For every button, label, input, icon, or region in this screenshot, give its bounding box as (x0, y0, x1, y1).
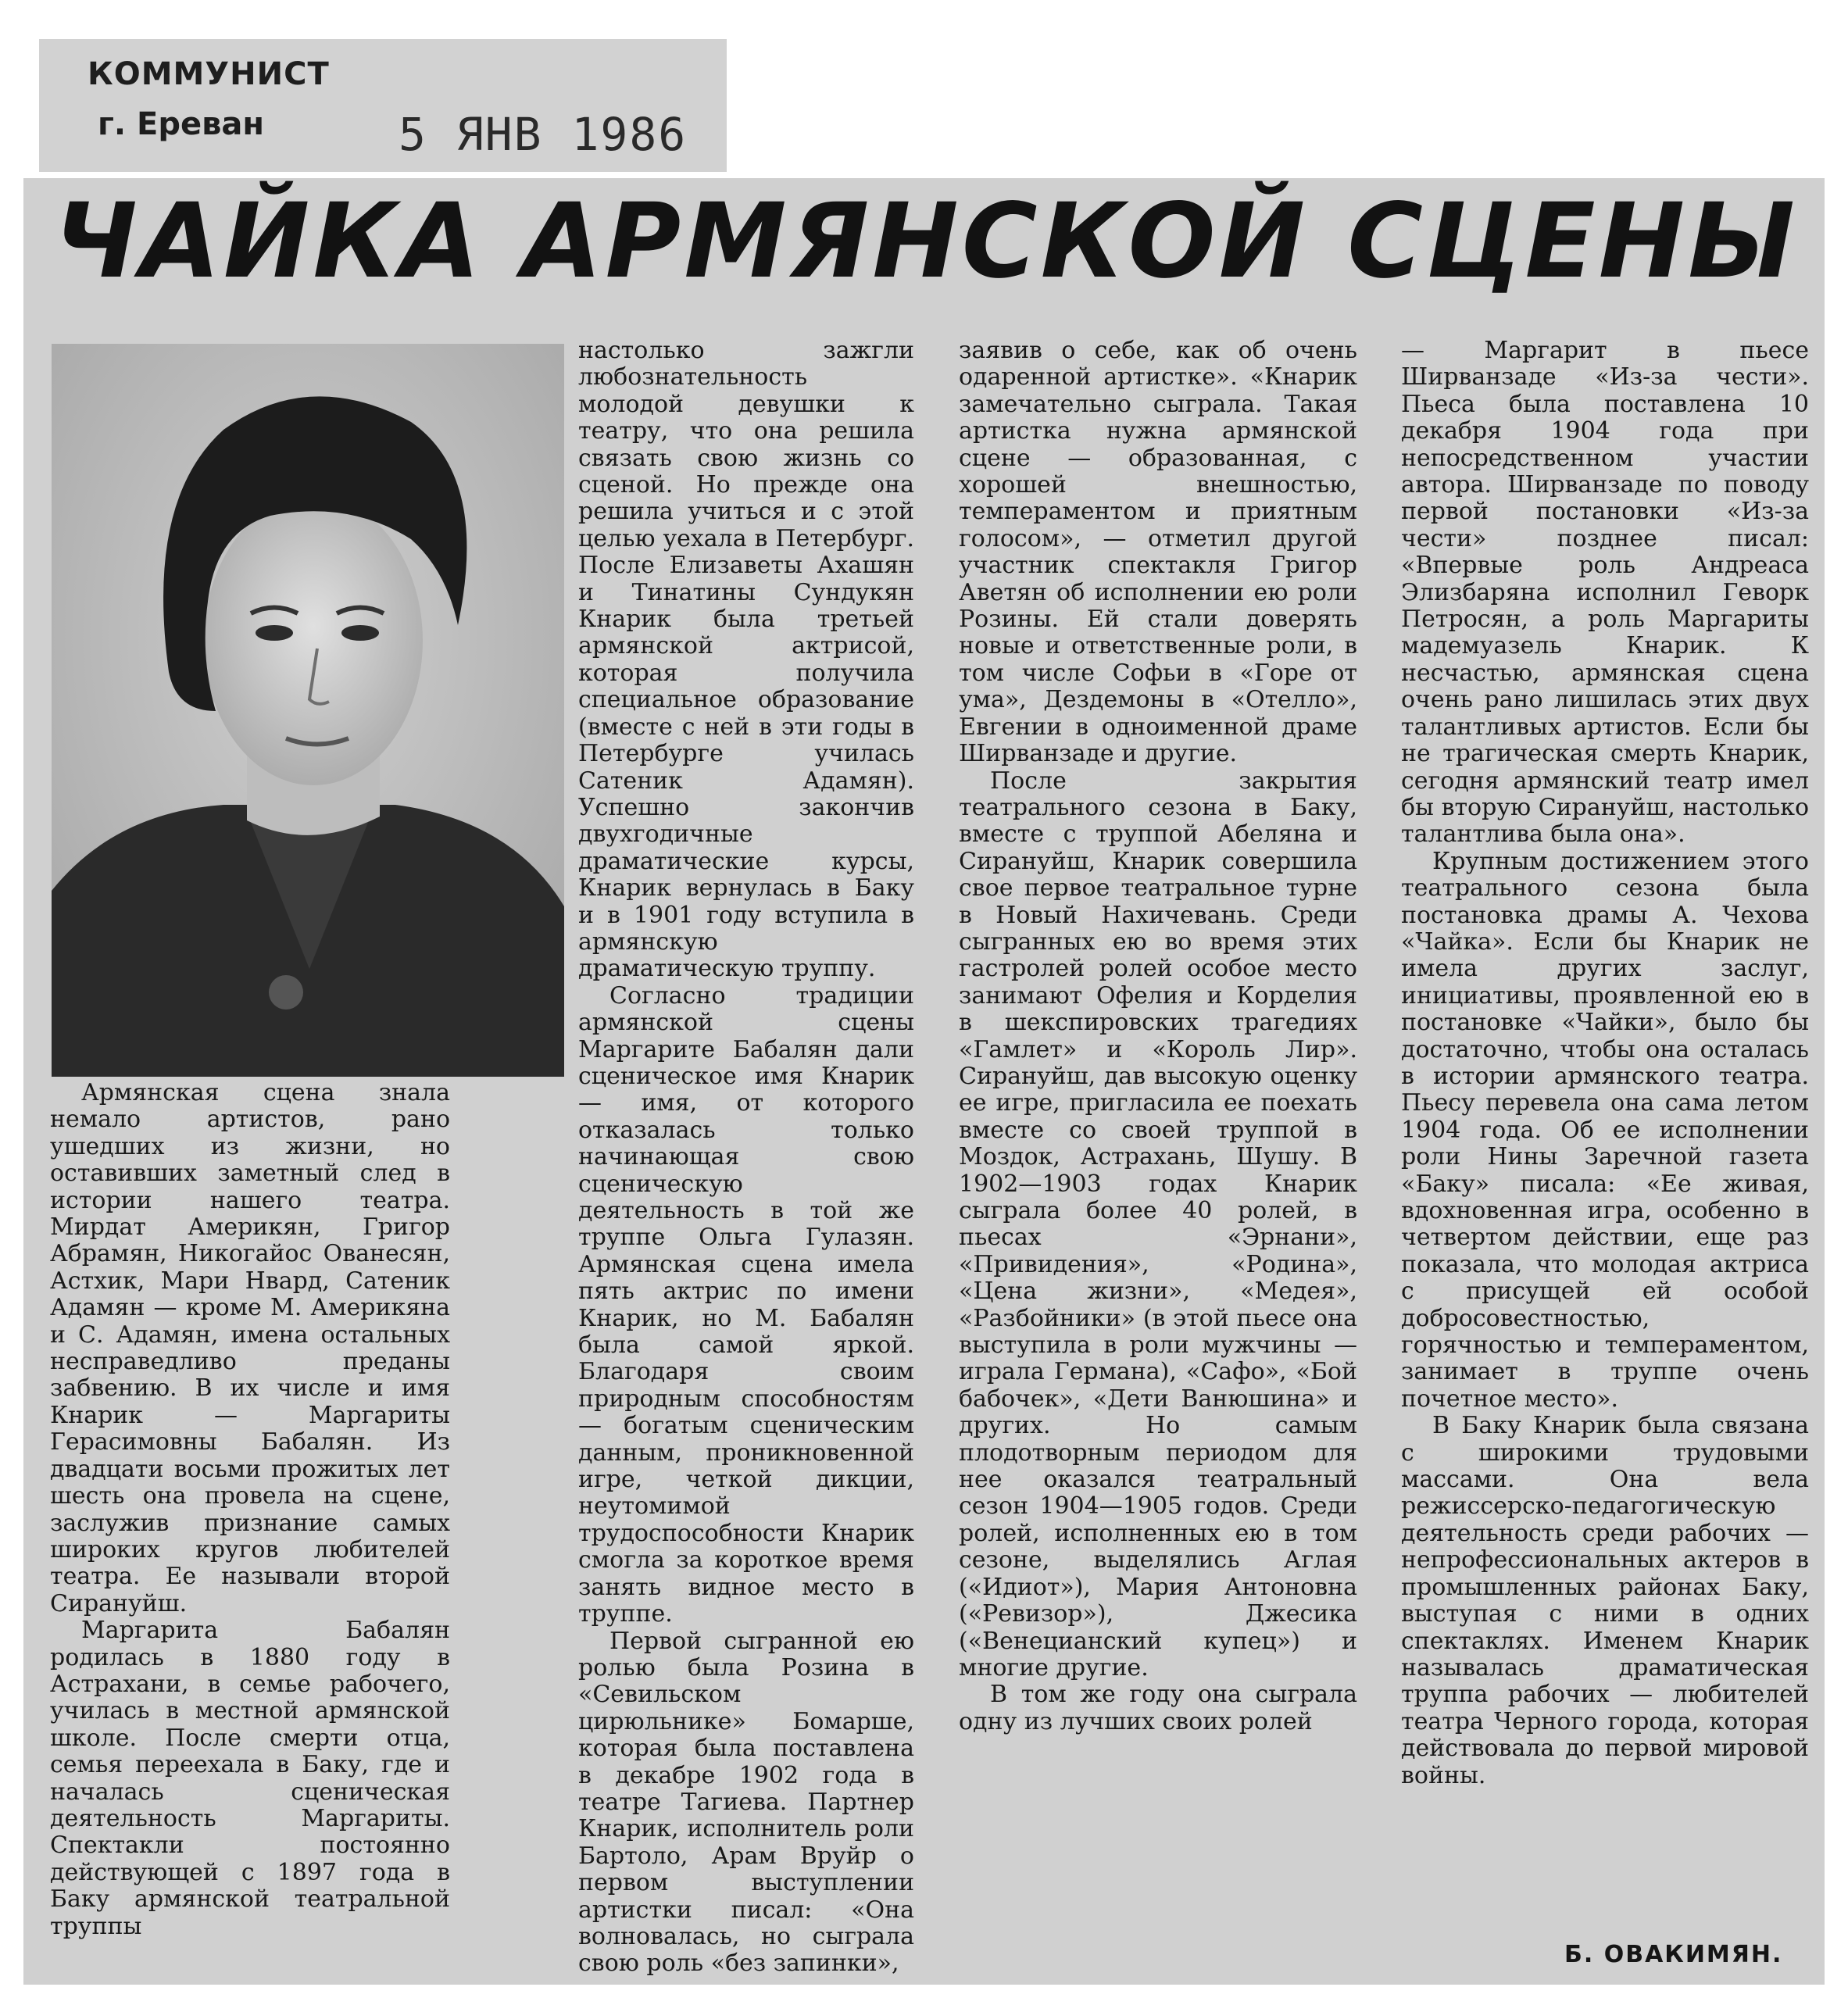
article-column-2 (578, 338, 914, 1978)
portrait-photo (52, 344, 564, 1077)
article-column-3 (959, 338, 1357, 1735)
paragraph: В том же году она сыграла одну из лучших своих ролей (959, 1681, 1357, 1735)
paragraph: Согласно традиции армянской сцены Маргарите Бабалян дали сценическое имя Кнарик — имя, от которого отказалась только начинающая свою сценическую деятельность в той же труппе Ольга Гулазян. Армянская сцена имела пять актрис по имени Кнарик, но М. Бабалян была самой яркой. Благодаря своим природным способностям — богатым сценическим данным, проникновенной игре, четкой дикции, неутомимой трудоспособности Кнарик смогла за короткое время занять видное место в труппе. (578, 981, 914, 1628)
paragraph: Первой сыгранной ею ролью была Розина в «Севильском цирюльнике» Бомарше, которая была поставлена в декабре 1902 года в театре Тагиева. Партнер Кнарик, исполнитель роли Бартоло, Арам Вруйр о первом выступлении артистки писал: «Она волновалась, но сыграла свою роль «без запинки», (578, 1627, 914, 1978)
paragraph: заявив о себе, как об очень одаренной артистке». «Кнарик замечательно сыграла. Такая артистка нужна армянской сцене — образованная, с хорошей внешностью, темпераментом и приятным голосом», — отметил другой участник спектакля Григор Аветян об исполнении ею роли Розины. Ей стали доверять новые и ответственные роли, в том числе Софьи в «Горе от ума», Дездемоны в «Отелло», Евгении в одноименной драме Ширванзаде и другие. (959, 337, 1357, 768)
paragraph: В Баку Кнарик была связана с широкими трудовыми массами. Она вела режиссерско-педагогическую деятельность среди рабочих — непрофессиональных актеров в промышленных районах Баку, выступая с ними в одних спектаклях. Именем Кнарик называлась драматическая труппа рабочих — любителей театра Черного города, которая действовала до первой мировой войны. (1401, 1412, 1809, 1789)
clipping-stamp (39, 39, 727, 172)
paragraph: — Маргарит в пьесе Ширванзаде «Из-за чести». Пьеса была поставлена 10 декабря 1904 года при непосредственном участии автора. Ширванзаде по поводу первой постановки «Из-за чести» позднее писал: «Впервые роль Андреаса Элизбаряна исполнил Геворк Петросян, а роль Маргариты мадемуазель Кнарик. К несчастью, армянская сцена очень рано лишилась этих двух талантливых артистов. Если бы не трагическая смерть Кнарик, сегодня армянский театр имел бы вторую Сирануйш, настолько талантлива была она». (1401, 337, 1809, 849)
stamp-date: 5 ЯНВ 1986 (399, 108, 688, 161)
paragraph: Армянская сцена знала немало артистов, рано ушедших из жизни, но оставивших заметный след в истории нашего театра. Мирдат Америкян, Григор Абрамян, Никогайос Ованесян, Астхик, Мари Нвард, Сатеник Адамян — кроме М. Америкяна и С. Адамян, имена остальных несправедливо преданы забвению. В их числе и имя Кнарик — Маргариты Герасимовны Бабалян. Из двадцати восьми прожитых лет шесть она провела на сцене, заслужив признание самых широких кругов любителей театра. Ее называли второй Сирануйш. (50, 1079, 450, 1617)
author-signature: Б. ОВАКИМЯН. (1564, 1941, 1783, 1968)
paragraph: настолько зажгли любознательность молодой девушки к театру, что она решила связать свою жизнь со сценой. Но прежде она решила учиться и с этой целью уехала в Петербург. После Елизаветы Ахашян и Тинатины Сундукян Кнарик была третьей армянской актрисой, которая получила специальное образование (вместе с ней в эти годы в Петербурге училась Сатеник Адамян). Успешно закончив двухгодичные драматические курсы, Кнарик вернулась в Баку и в 1901 году вступила в армянскую драматическую труппу. (578, 337, 914, 983)
article-column-1 (50, 1080, 450, 1940)
stamp-city: г. Ереван (98, 106, 265, 142)
paragraph: Маргарита Бабалян родилась в 1880 году в Астрахани, в семье рабочего, училась в местной армянской школе. После смерти отца, семья переехала в Баку, где и началась сценическая деятельность Маргариты. Спектакли постоянно действующей с 1897 года в Баку армянской театральной труппы (50, 1617, 450, 1940)
paragraph: После закрытия театрального сезона в Баку, вместе с труппой Абеляна и Сирануйш, Кнарик совершила свое первое театральное турне в Новый Нахичевань. Среди сыгранных ею во время этих гастролей ролей особое место занимают Офелия и Корделия в шекспировских трагедиях «Гамлет» и «Король Лир». Сирануйш, дав высокую оценку ее игре, пригласила ее поехать вместе со своей труппой в Моздок, Астрахань, Шушу. В 1902—1903 годах Кнарик сыграла более 40 ролей, в пьесах «Эрнани», «Привидения», «Родина», «Цена жизни», «Медея», «Разбойники» (в этой пьесе она выступила в роли мужчины — играла Германа), «Сафо», «Бой бабочек», «Дети Ванюшина» и других. Но самым плодотворным периодом для нее оказался театральный сезон 1904—1905 годов. Среди ролей, исполненных ею в том сезоне, выделялись Аглая («Идиот»), Мария Антоновна («Ревизор»), Джесика («Венецианский купец») и многие другие. (959, 767, 1357, 1681)
article-headline: ЧАЙКА АРМЯНСКОЙ СЦЕНЫ (54, 181, 1798, 302)
article-column-4 (1401, 338, 1809, 1789)
stamp-newspaper-name: КОММУНИСТ (88, 56, 330, 92)
paragraph: Крупным достижением этого театрального сезона была постановка драмы А. Чехова «Чайка». Если бы Кнарик не имела других заслуг, инициативы, проявленной ею в постановке «Чайки», было бы достаточно, чтобы она осталась в истории армянского театра. Пьесу перевела она сама летом 1904 года. Об ее исполнении роли Нины Заречной газета «Баку» писала: «Ее живая, вдохновенная игра, особенно в четвертом действии, еще раз показала, что молодая актриса с присущей ей особой добросовестностью, горячностью и темпераментом, занимает в труппе очень почетное место». (1401, 847, 1809, 1413)
